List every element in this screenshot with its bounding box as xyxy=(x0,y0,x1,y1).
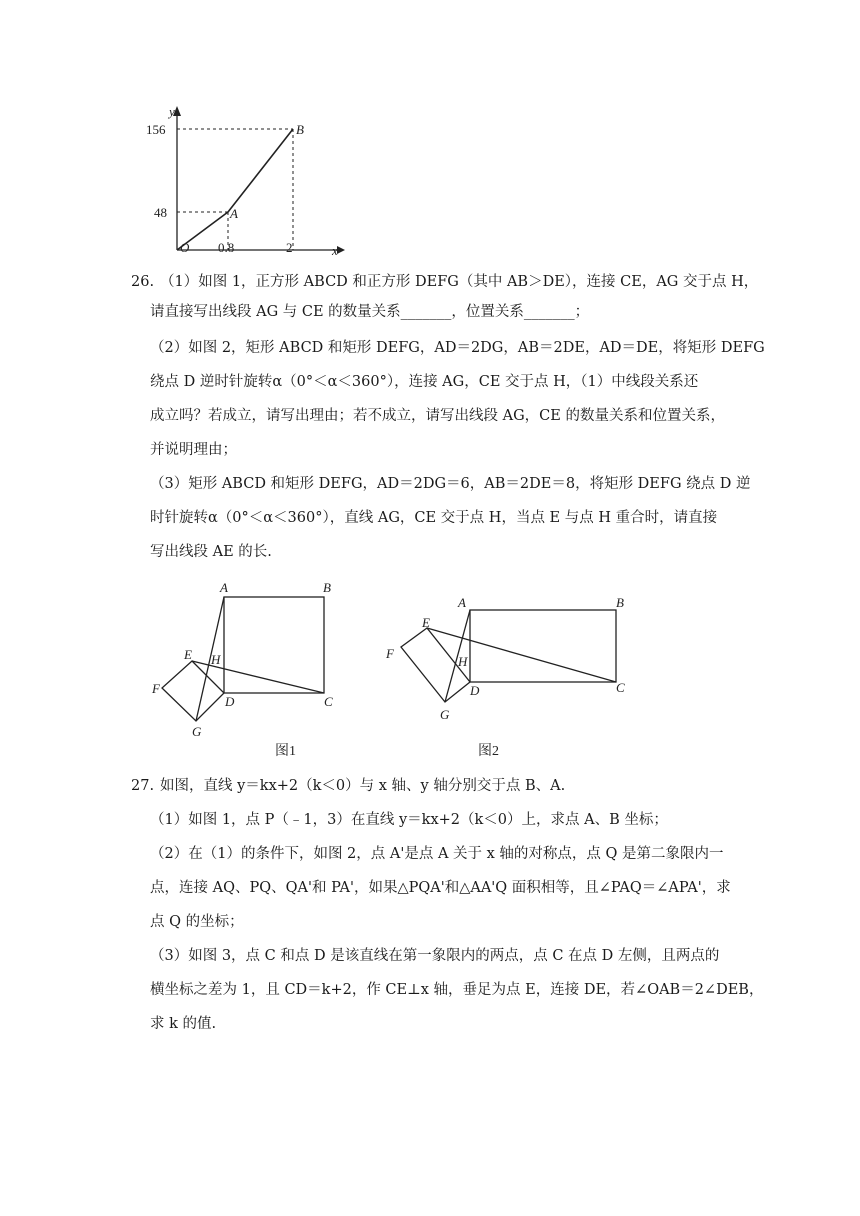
x-tick-2: 2 xyxy=(286,240,293,255)
q26-figures xyxy=(140,575,640,765)
q26-line-6: 并说明理由； xyxy=(150,442,237,458)
y-tick-48: 48 xyxy=(154,205,167,220)
fig2-label-b: B xyxy=(616,595,624,610)
q26-line-8: 时针旋转α（0°＜α＜360°），直线 AG，CE 交于点 H，当点 E 与点 H 重合时，请直接 xyxy=(150,510,718,526)
fig1-label-d: D xyxy=(225,694,235,709)
q26-number: 26. xyxy=(131,274,155,290)
x-axis-label: x xyxy=(332,243,338,258)
fig1-label-a: A xyxy=(220,580,228,595)
q27-line-6: （3）如图 3，点 C 和点 D 是该直线在第一象限内的两点，点 C 在点 D 左侧，且两点的 xyxy=(150,948,720,964)
fig2-label-f: F xyxy=(386,646,394,661)
q26-line-9: 写出线段 AE 的长. xyxy=(150,544,272,560)
fig1-label-c: C xyxy=(324,694,333,709)
q27-number: 27. xyxy=(131,778,155,794)
fig1-square-abcd xyxy=(224,597,324,693)
q27-line-3: （2）在（1）的条件下，如图 2，点 A'是点 A 关于 x 轴的对称点，点 Q 是第二象限内一 xyxy=(150,846,724,862)
fig1-square-defg xyxy=(162,661,224,721)
q26-line-7: （3）矩形 ABCD 和矩形 DEFG，AD＝2DG＝6，AB＝2DE＝8，将矩形 DEFG 绕点 D 逆 xyxy=(150,476,751,492)
y-axis-label: y xyxy=(169,104,175,119)
fig2-line-ce xyxy=(427,628,616,682)
fig2-label-e: E xyxy=(422,615,430,630)
fig1-label-f: F xyxy=(152,681,160,696)
fig1-label-h: H xyxy=(211,652,221,667)
fig1-caption: 图1 xyxy=(275,744,296,759)
q26-line-3: （2）如图 2，矩形 ABCD 和矩形 DEFG，AD＝2DG，AB＝2DE，AD＝DE，将矩形 DEFG xyxy=(150,340,765,356)
point-b-label: B xyxy=(296,122,304,137)
fig1-label-e: E xyxy=(184,647,192,662)
x-tick-08: 0.8 xyxy=(218,240,235,255)
fig2-label-g: G xyxy=(440,707,450,722)
point-a-label: A xyxy=(230,206,238,221)
fig1-label-b: B xyxy=(323,580,331,595)
q27-line-4: 点，连接 AQ、PQ、QA'和 PA'，如果△PQA'和△AA'Q 面积相等，且∠PAQ＝∠APA'，求 xyxy=(150,880,731,896)
fig2-label-h: H xyxy=(458,654,468,669)
q26-line-1: （1）如图 1，正方形 ABCD 和正方形 DEFG（其中 AB＞DE），连接 CE，AG 交于点 H， xyxy=(160,274,759,290)
q27-line-2: （1）如图 1，点 P（﹣1，3）在直线 y＝kx+2（k＜0）上，求点 A、B 坐标； xyxy=(150,812,668,828)
fig2-label-d: D xyxy=(470,683,480,698)
fig2-caption: 图2 xyxy=(478,744,499,759)
q26-line-5: 成立吗？若成立，请写出理由；若不成立，请写出线段 AG，CE 的数量关系和位置关系， xyxy=(150,408,725,424)
y-tick-156: 156 xyxy=(146,122,166,137)
piecewise-graph xyxy=(140,100,350,260)
q27-line-8: 求 k 的值. xyxy=(150,1016,217,1032)
origin-label: O xyxy=(180,240,190,255)
fig2-label-a: A xyxy=(458,595,466,610)
q27-line-7: 横坐标之差为 1，且 CD＝k+2，作 CE⊥x 轴，垂足为点 E，连接 DE，若∠OAB＝2∠DEB， xyxy=(150,982,764,998)
q26-line-4: 绕点 D 逆时针旋转α（0°＜α＜360°），连接 AG，CE 交于点 H，（1）中线段关系还 xyxy=(150,374,699,390)
x-axis-arrow xyxy=(337,246,345,254)
segment-ab xyxy=(228,129,293,212)
fig1-label-g: G xyxy=(192,724,202,739)
q26-line-2: 请直接写出线段 AG 与 CE 的数量关系_______，位置关系_______； xyxy=(150,304,590,320)
fig2-label-c: C xyxy=(616,680,625,695)
q27-line-1: 如图，直线 y＝kx+2（k＜0）与 x 轴、y 轴分别交于点 B、A. xyxy=(160,778,566,794)
q27-line-5: 点 Q 的坐标； xyxy=(150,914,244,930)
